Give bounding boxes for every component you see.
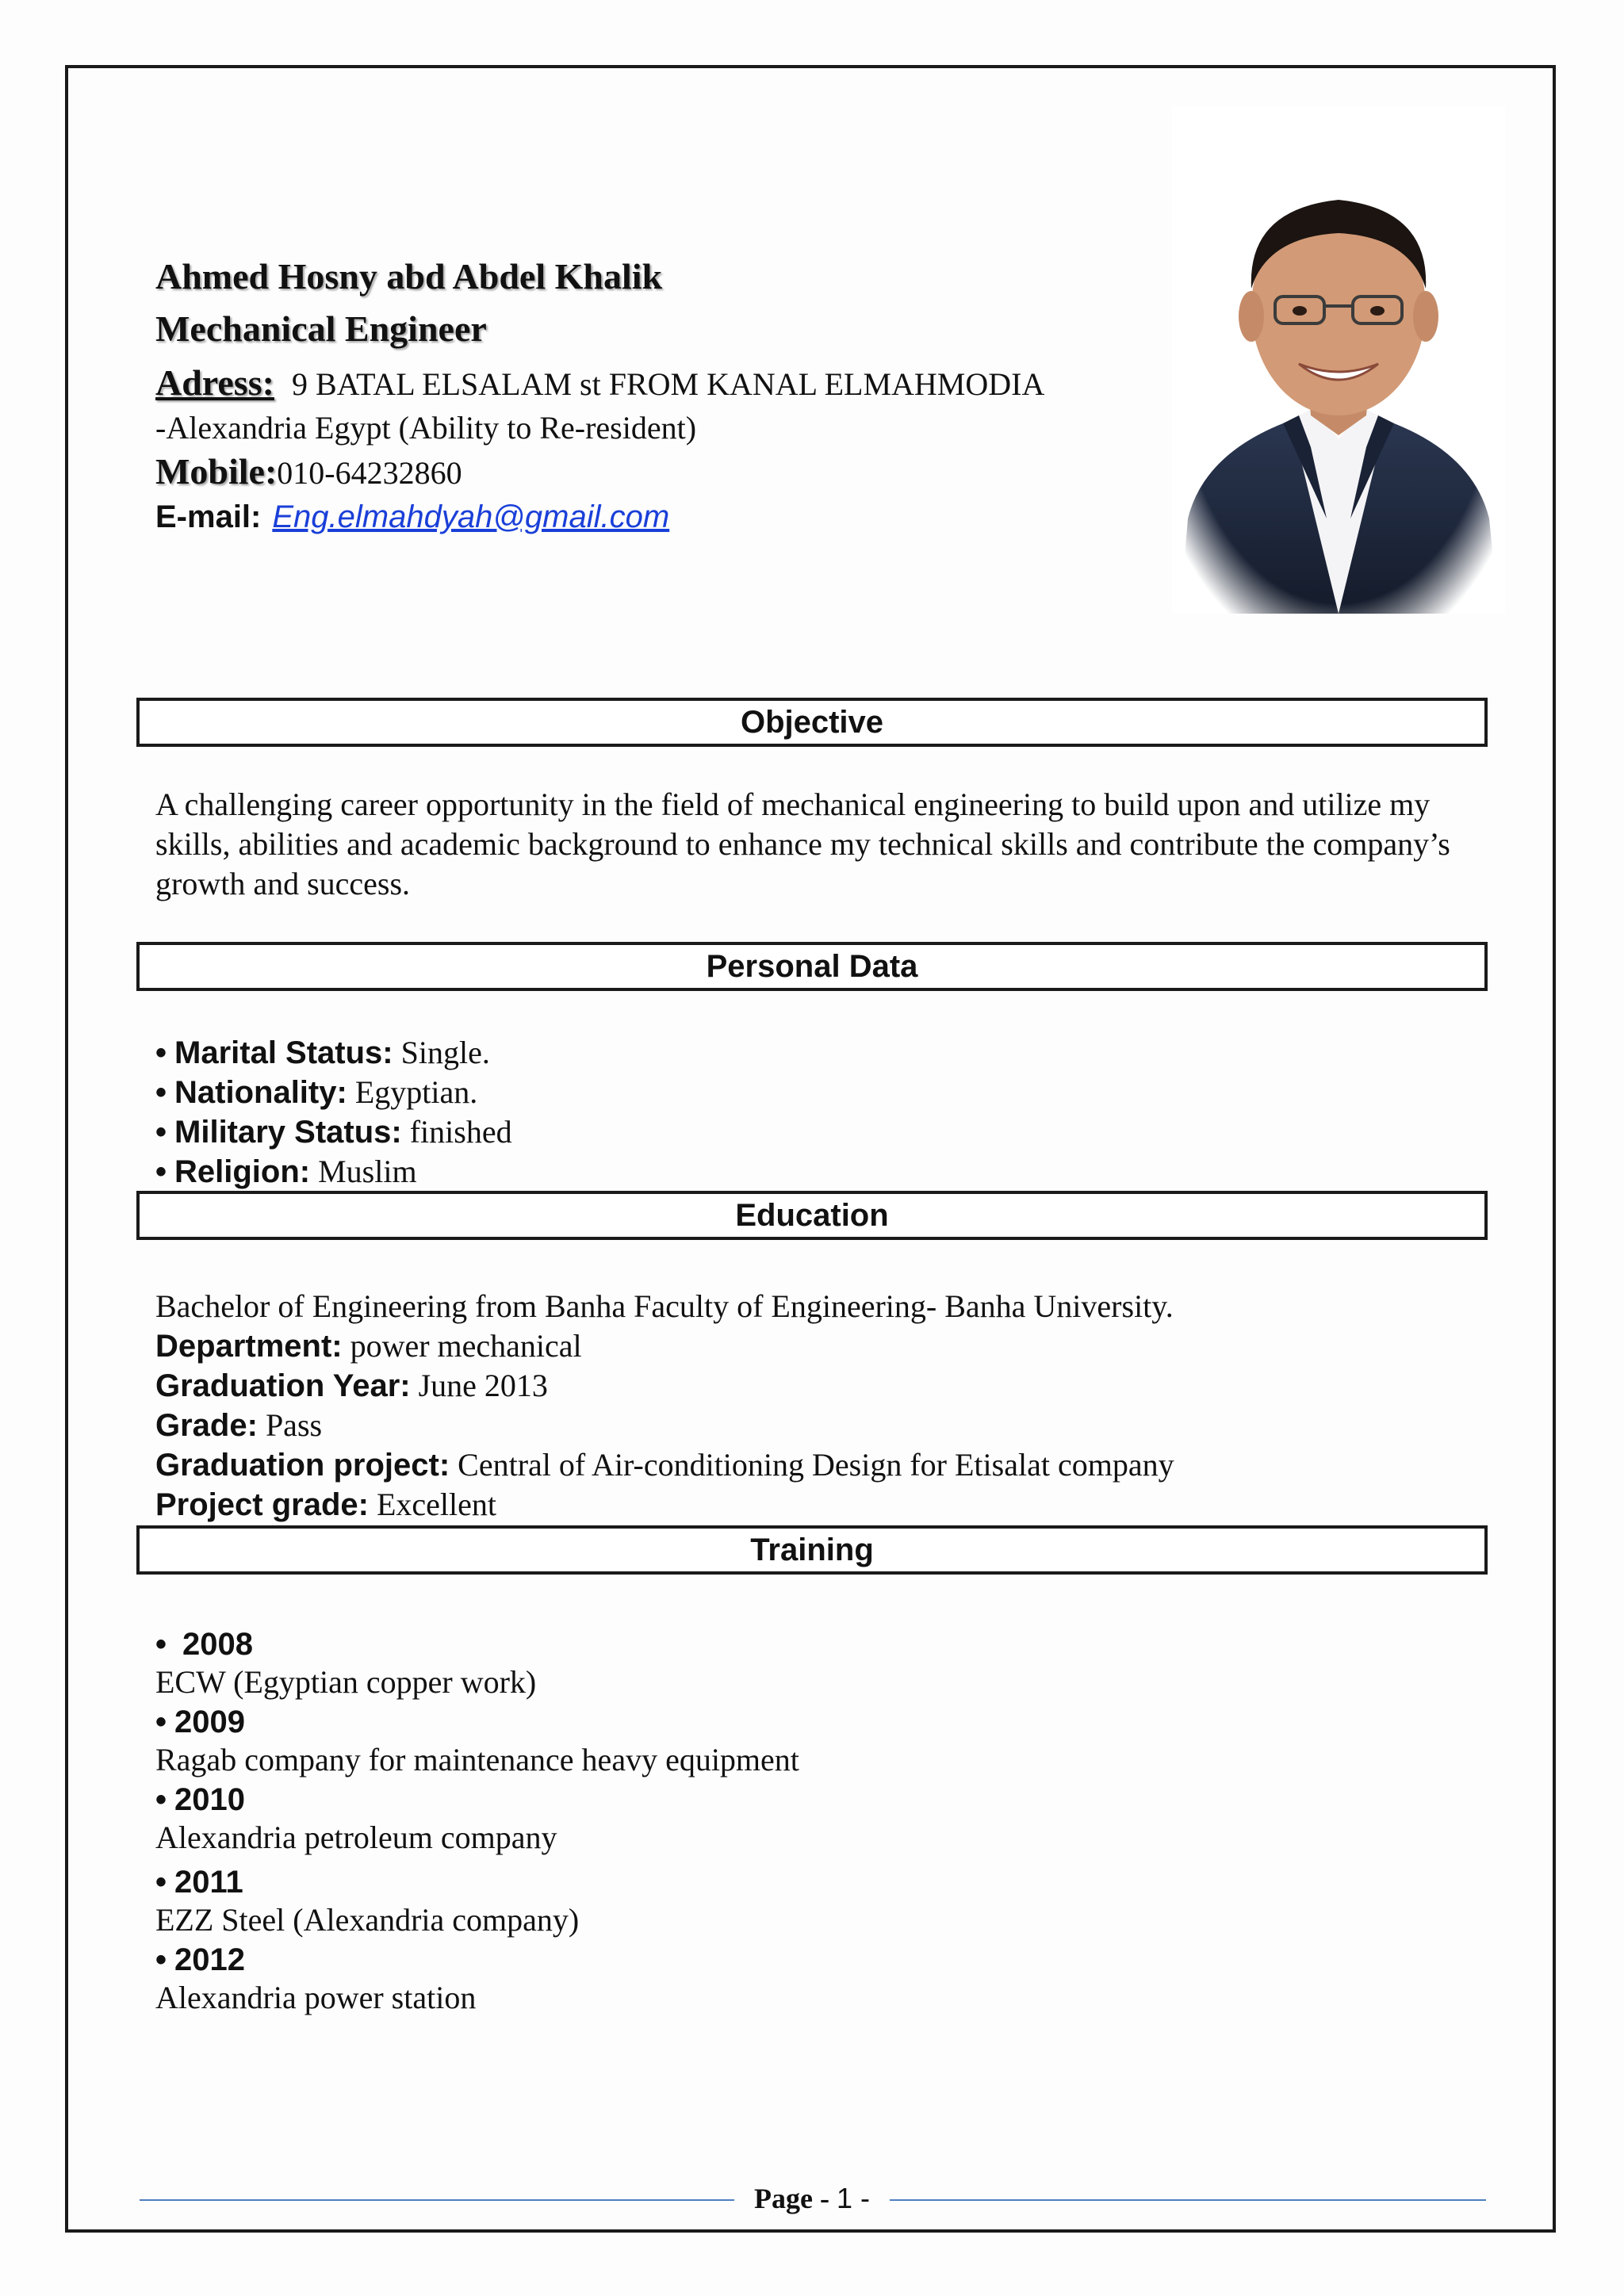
training-place: Alexandria power station: [155, 1980, 477, 2015]
personal-item-value: Muslim: [318, 1154, 417, 1189]
education-label: Graduation project:: [155, 1448, 450, 1483]
personal-item-nationality: [155, 1073, 477, 1111]
mobile-value: 010-64232860: [277, 455, 462, 491]
section-heading-personal-data: Personal Data: [136, 942, 1488, 991]
page-number: [0, 2182, 1624, 2215]
education-project-grade: [155, 1486, 496, 1523]
education-label: Department:: [155, 1329, 343, 1364]
education-value: Central of Air-conditioning Design for Etisalat company: [458, 1447, 1174, 1483]
education-graduation-project: [155, 1446, 1174, 1483]
training-year-2010: [155, 1781, 245, 1818]
bullet-dot-icon: •: [155, 1627, 167, 1662]
education-label: Graduation Year:: [155, 1368, 411, 1403]
section-heading-training: Training: [136, 1525, 1488, 1575]
education-value: power mechanical: [350, 1328, 582, 1364]
email-label: E-mail:: [155, 499, 262, 534]
objective-text: A challenging career opportunity in the field of mechanical engineering to build upon and utilize my skills, abilities and academic background to enhance my technical skills and contribute the company’s growth and success.: [155, 786, 1450, 901]
education-department: [155, 1327, 582, 1364]
training-year-2008: [155, 1625, 253, 1663]
bullet-dot-icon: •: [155, 1705, 167, 1739]
training-place: Alexandria petroleum company: [155, 1820, 557, 1855]
bullet-dot-icon: •: [155, 1782, 167, 1817]
education-label: Project grade:: [155, 1487, 369, 1522]
bullet-dot-icon: •: [155, 1942, 167, 1977]
training-year-2011: [155, 1863, 243, 1900]
training-year: 2011: [174, 1865, 243, 1900]
training-year: 2010: [174, 1782, 245, 1817]
training-year: 2008: [182, 1627, 253, 1662]
personal-item-value: Single.: [400, 1035, 490, 1070]
mobile-line: [155, 450, 462, 492]
bullet-dot-icon: •: [155, 1035, 167, 1070]
education-graduation-year: [155, 1367, 548, 1404]
address-line-2: -Alexandria Egypt (Ability to Re-resident): [155, 410, 697, 446]
personal-item-label: Marital Status:: [174, 1035, 393, 1070]
education-degree: Bachelor of Engineering from Banha Faculty of Engineering- Banha University.: [155, 1288, 1174, 1324]
training-year: 2012: [174, 1942, 245, 1977]
training-place: Ragab company for maintenance heavy equipment: [155, 1742, 799, 1777]
email-link[interactable]: Eng.elmahdyah@gmail.com: [272, 499, 670, 534]
personal-item-label: Nationality:: [174, 1075, 347, 1110]
address-value: 9 BATAL ELSALAM st FROM KANAL ELMAHMODIA: [291, 366, 1045, 402]
bullet-dot-icon: •: [155, 1865, 167, 1900]
training-year-2012: [155, 1941, 245, 1978]
education-value: Excellent: [376, 1487, 497, 1522]
address-label: Adress:: [155, 362, 274, 403]
training-place: ECW (Egyptian copper work): [155, 1664, 537, 1700]
personal-item-religion: [155, 1153, 417, 1190]
personal-item-marital-status: [155, 1034, 490, 1071]
education-value: Pass: [265, 1407, 323, 1443]
training-year: 2009: [174, 1705, 245, 1739]
personal-item-military-status: [155, 1113, 512, 1150]
bullet-dot-icon: •: [155, 1075, 167, 1110]
education-value: June 2013: [418, 1368, 548, 1403]
mobile-label: Mobile:: [155, 451, 278, 492]
personal-item-label: Religion:: [174, 1154, 311, 1189]
training-year-2009: [155, 1703, 245, 1740]
email-line: [155, 498, 669, 535]
candidate-name: Ahmed Hosny abd Abdel Khalik: [155, 256, 663, 297]
personal-item-value: finished: [409, 1114, 512, 1150]
section-heading-objective: Objective: [136, 698, 1488, 747]
training-place: EZZ Steel (Alexandria company): [155, 1902, 580, 1938]
page-number-value: 1 -: [836, 2182, 870, 2214]
education-label: Grade:: [155, 1408, 258, 1443]
education-grade: [155, 1406, 322, 1444]
job-title: Mechanical Engineer: [155, 308, 487, 349]
bullet-dot-icon: •: [155, 1115, 167, 1150]
page-label: Page -: [754, 2183, 829, 2214]
personal-item-label: Military Status:: [174, 1115, 402, 1150]
address-line-1: [155, 362, 1044, 404]
section-heading-education: Education: [136, 1191, 1488, 1240]
bullet-dot-icon: •: [155, 1154, 167, 1189]
profile-photo: [1172, 106, 1505, 614]
personal-item-value: Egyptian.: [354, 1074, 478, 1110]
